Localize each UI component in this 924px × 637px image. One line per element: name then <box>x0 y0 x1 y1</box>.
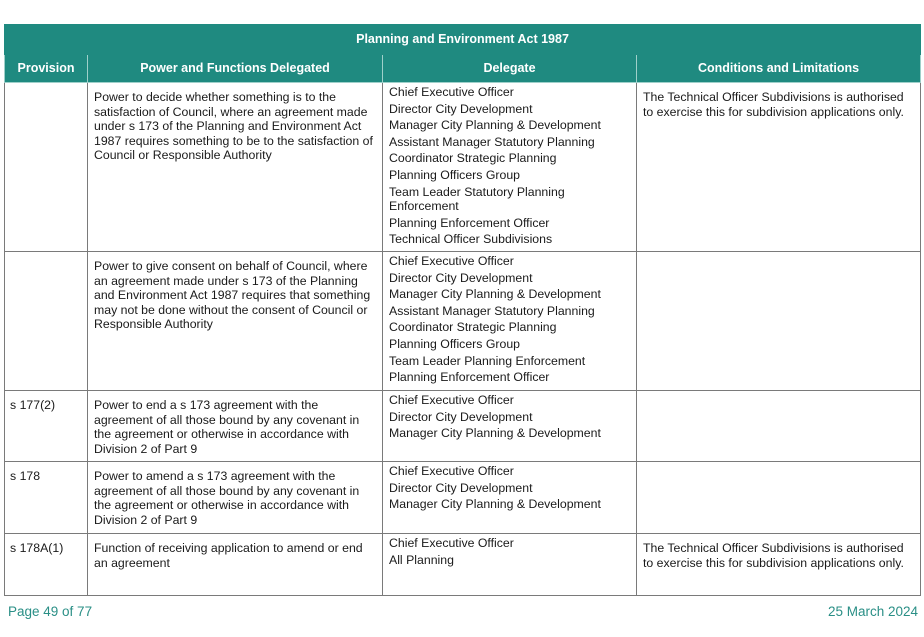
table-row <box>5 252 921 391</box>
delegate-cell <box>383 462 637 534</box>
delegate-item: Technical Officer Subdivisions <box>389 232 553 247</box>
power-cell: Power to decide whether something is to the satisfaction of Council, where an agreement made under s 173 of the Planning and Environment Act 1987 requires something to be to the satisfaction of Council or Responsible Authority <box>88 83 383 252</box>
header-delegate: Delegate <box>383 55 637 83</box>
header-provision: Provision <box>5 55 88 83</box>
delegate-item: Team Leader Statutory Planning Enforcement <box>389 184 565 214</box>
conditions-cell: The Technical Officer Subdivisions is authorised to exercise this for subdivision applications only. <box>637 534 921 596</box>
delegate-item: Chief Executive Officer <box>389 85 514 99</box>
conditions-cell <box>637 252 921 391</box>
table-row <box>5 462 921 534</box>
delegate-item: Planning Enforcement Officer <box>389 215 550 230</box>
delegate-item: Manager City Planning & Development <box>389 287 601 302</box>
delegate-cell <box>383 252 637 391</box>
delegate-item: Planning Officers Group <box>389 336 521 351</box>
delegate-item: Planning Officers Group <box>389 167 521 182</box>
power-cell: Function of receiving application to amend or end an agreement <box>88 534 383 596</box>
delegate-item: Chief Executive Officer <box>389 254 514 268</box>
delegate-cell <box>383 391 637 462</box>
power-cell: Power to amend a s 173 agreement with the agreement of all those bound by any covenant in the agreement or otherwise in accordance with Division 2 of Part 9 <box>88 462 383 534</box>
delegation-table <box>4 24 921 596</box>
provision-cell: s 178 <box>5 462 88 534</box>
table-header-row <box>5 55 921 83</box>
delegate-item: Coordinator Strategic Planning <box>389 320 557 335</box>
delegate-item: Director City Development <box>389 480 533 495</box>
delegate-item: Director City Development <box>389 409 533 424</box>
power-cell: Power to end a s 173 agreement with the agreement of all those bound by any covenant in the agreement or otherwise in accordance with Division 2 of Part 9 <box>88 391 383 462</box>
table-title-row <box>5 25 921 55</box>
delegate-item: Chief Executive Officer <box>389 393 514 407</box>
delegate-item: Assistant Manager Statutory Planning <box>389 134 595 149</box>
delegate-item: Team Leader Planning Enforcement <box>389 353 586 368</box>
table-row <box>5 534 921 596</box>
delegate-item: Coordinator Strategic Planning <box>389 151 557 166</box>
delegate-cell <box>383 534 637 596</box>
delegate-item: Assistant Manager Statutory Planning <box>389 303 595 318</box>
provision-cell: s 178A(1) <box>5 534 88 596</box>
delegate-item: Director City Development <box>389 101 533 116</box>
header-conditions: Conditions and Limitations <box>637 55 921 83</box>
power-cell: Power to give consent on behalf of Council, where an agreement made under s 173 of the Planning and Environment Act 1987 requires that something may not be done without the consent of Council or Responsible Authority <box>88 252 383 391</box>
provision-cell <box>5 83 88 252</box>
provision-cell <box>5 252 88 391</box>
delegate-cell <box>383 83 637 252</box>
delegate-item: Director City Development <box>389 270 533 285</box>
header-power: Power and Functions Delegated <box>88 55 383 83</box>
delegate-item: Manager City Planning & Development <box>389 426 601 441</box>
conditions-cell <box>637 391 921 462</box>
footer-date: 25 March 2024 <box>827 604 918 619</box>
table-row <box>5 391 921 462</box>
provision-cell: s 177(2) <box>5 391 88 462</box>
delegate-item: All Planning <box>389 552 454 567</box>
delegate-item: Planning Enforcement Officer <box>389 370 550 385</box>
delegate-item: Manager City Planning & Development <box>389 497 601 512</box>
table-title: Planning and Environment Act 1987 <box>5 25 921 55</box>
delegate-item: Manager City Planning & Development <box>389 118 601 133</box>
delegate-item: Chief Executive Officer <box>389 536 514 550</box>
delegate-item: Chief Executive Officer <box>389 464 514 478</box>
page-number: Page 49 of 77 <box>8 604 93 619</box>
table-row <box>5 83 921 252</box>
conditions-cell: The Technical Officer Subdivisions is authorised to exercise this for subdivision applications only. <box>637 83 921 252</box>
conditions-cell <box>637 462 921 534</box>
